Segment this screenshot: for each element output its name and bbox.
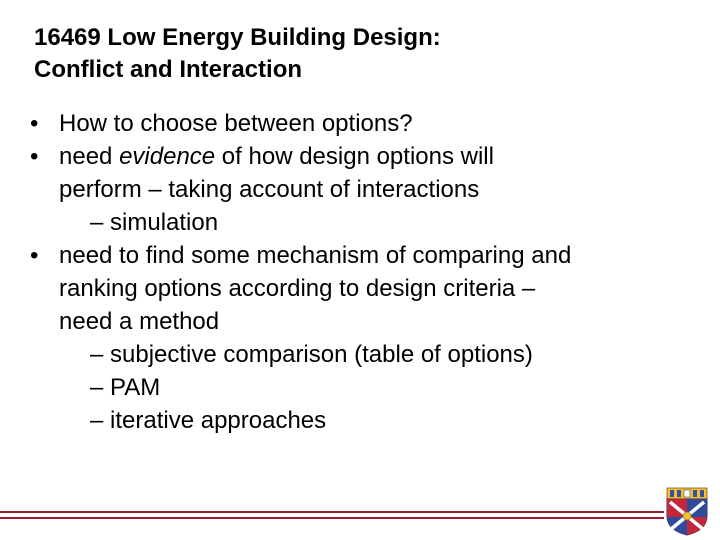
bullet-text-part: need xyxy=(59,143,120,170)
bullet-text: ranking options according to design criteria – xyxy=(59,275,536,302)
bullet-text xyxy=(59,140,690,173)
bullet-item xyxy=(30,239,690,338)
footer-rule xyxy=(0,511,664,513)
bullet-marker: • xyxy=(30,242,39,269)
bullet-marker: • xyxy=(30,110,39,137)
bullet-text: need to find some mechanism of comparing and xyxy=(59,242,572,269)
slide-body xyxy=(30,107,690,437)
slide-title-line-2: Conflict and Interaction xyxy=(34,56,303,83)
sub-bullet: – iterative approaches xyxy=(90,407,327,434)
footer-rule xyxy=(0,517,664,519)
bullet-text-part: of how design options will xyxy=(215,143,494,170)
sub-bullet: – PAM xyxy=(90,374,161,401)
bullet-text: How to choose between options? xyxy=(59,110,413,137)
bullet-text: perform – taking account of interactions xyxy=(59,176,480,203)
emphasis-text: evidence xyxy=(119,143,216,170)
bullet-marker: • xyxy=(30,143,39,170)
university-crest-icon xyxy=(664,486,710,536)
bullet-item xyxy=(30,107,690,140)
bullet-text: need a method xyxy=(59,308,220,335)
slide-title xyxy=(34,22,674,86)
sub-bullet: – subjective comparison (table of options) xyxy=(90,341,533,368)
bullet-item xyxy=(30,140,690,206)
slide-title-line-1: 16469 Low Energy Building Design: xyxy=(34,24,441,51)
sub-bullet: – simulation xyxy=(90,209,219,236)
